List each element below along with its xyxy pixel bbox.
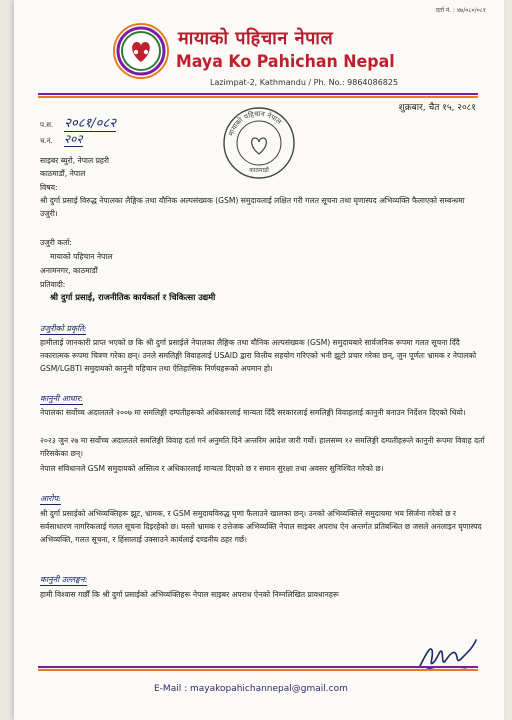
footer-email: E-Mail : mayakopahichannepal@gmail.com (154, 684, 348, 694)
pa-value: २०८१/०८२ (64, 116, 116, 131)
respondent-name: श्री दुर्गा प्रसाई, राजनीतिक कार्यकर्ता र चिकित्सा उद्यमी (50, 292, 216, 302)
complainant-label: उजुरी कर्ता: (40, 238, 72, 247)
legal-paragraph-3: नेपाल संविधानले GSM समुदायको अस्तित्व र अधिकारलाई मान्यता दिएको छ र समान सुरक्षा तथा अवसर सुनिश्चित गरेको छ। (40, 464, 384, 473)
legal-paragraph-2: २०२३ जुन २७ मा सर्वोच्च अदालतले समलिङ्गी विवाह दर्ता गर्न अनुमति दिने अन्तरिम आदेश जारी गर्यो। हालसम्म १२ समलिङ्गी दम्पतीहरूले कानुनी रूपमा विवाह दर्ता गरिसकेका छन्। (40, 436, 485, 459)
letter-date: शुक्रबार, चैत १५, २०८१ (398, 103, 476, 113)
legal-paragraph-1: नेपालका सर्वोच्च अदालतले २००७ मा समलिङ्गी दम्पतीहरूको अधिकारलाई मान्यता दिँदै सरकारलाई समलिङ्गी विवाहलाई कानुनी बनाउन निर्देशन दिएको थियो। (40, 408, 466, 417)
cha-label: च.नं. (40, 137, 53, 145)
charge-text: श्री दुर्गा प्रसाईको अभिव्यक्तिहरू झूट, भ्रामक, र GSM समुदायविरुद्ध घृणा फैलाउने खालका छन्। उनको अभिव्यक्तिले समुदायमा भय सिर्जना गरेको छ र सर्वसाधारण नागरिकलाई गलत सूचना दिइरहेको छ। यस्तो भ्रामक र उत्तेजक अभिव्यक्ति नेपाल साइबर अपराध ऐन अन्तर्गत प्रतिबन्धित छ जसले अनलाइन घृणास्पद अभिव्यक्ति, गलत सूचना, र हिंसालाई उक्साउने कार्यलाई दण्डनीय ठहर गर्छ। (40, 509, 482, 545)
respondent-label: प्रतिवादी: (40, 280, 66, 289)
org-name-nepali: मायाको पहिचान नेपाल (178, 28, 334, 49)
org-name-english: Maya Ko Pahichan Nepal (176, 52, 395, 72)
violation-heading: कानुनी उल्लङ्घन: (40, 575, 88, 584)
complainant-name: मायाको पहिचान नेपाल (50, 252, 113, 261)
subject-label: विषय: (40, 183, 58, 192)
pa-label: प.स. (40, 121, 54, 129)
cha-value: २०२ (63, 132, 83, 146)
stamp-sub-text: काठमाडौं (249, 167, 269, 174)
legal-heading: कानुनी आधार: (40, 394, 83, 403)
organization-stamp (222, 106, 296, 180)
registration-number: दर्ता नं. : ४७/०८०/०८१ (435, 7, 486, 14)
subject-text: श्री दुर्गा प्रसाई विरुद्ध नेपालका लैङ्गिक तथा यौनिक अल्पसंख्यक (GSM) समुदायलाई लक्षित गरी गलत सूचना तथा घृणास्पद अभिव्यक्ति फैलाएको सम्बन्धमा उजुरी। (40, 196, 465, 219)
nature-text: हामीलाई जानकारी प्राप्त भएको छ कि श्री दुर्गा प्रसाईले नेपालका लैङ्गिक तथा यौनिक अल्पसंख्यक (GSM) समुदायबारे सार्वजनिक रूपमा गलत सूचना दिँदै नकारात्मक रूपमा चित्रण गरेका छन्। उनले समलिङ्गी विवाहलाई USAID द्वारा वित्तीय सहयोग गरिएको भनी झूटो प्रचार गरेका छन्, जुन पूर्णतः भ्रामक र नेपालको GSM/LGBTI समुदायको कानुनी पहिचान तथा ऐतिहासिक निर्णयहरूको अपमान हो। (40, 338, 477, 374)
charge-heading: आरोप: (40, 494, 61, 503)
complainant-address: अनामनगर, काठमाडौं (40, 266, 98, 275)
org-address: Lazimpat-2, Kathmandu / Ph. No.: 9864086825 (210, 78, 399, 87)
stamp-text: मायाको पहिचान नेपाल (227, 109, 283, 137)
recipient-line2: काठमाडौं, नेपाल (40, 169, 86, 178)
nature-heading: उजुरीको प्रकृति: (40, 324, 87, 333)
violation-text: हामी विश्वास गर्छौं कि श्री दुर्गा प्रसाईको अभिव्यक्तिहरू नेपाल साइबर अपराध ऐनको निम्नलिखित प्रावधानहरू (40, 590, 339, 599)
letter-ref-cha (40, 128, 83, 147)
header-divider-orange (38, 96, 478, 98)
letter-page (14, 0, 504, 720)
svg-text:मायाको पहिचान नेपाल (227, 109, 283, 136)
recipient-line1: साइबर ब्युरो, नेपाल प्रहरी (40, 156, 110, 165)
footer-divider-purple (38, 666, 478, 668)
footer-divider-orange (38, 669, 478, 671)
organization-logo (112, 22, 170, 80)
header-divider-purple (38, 93, 478, 95)
